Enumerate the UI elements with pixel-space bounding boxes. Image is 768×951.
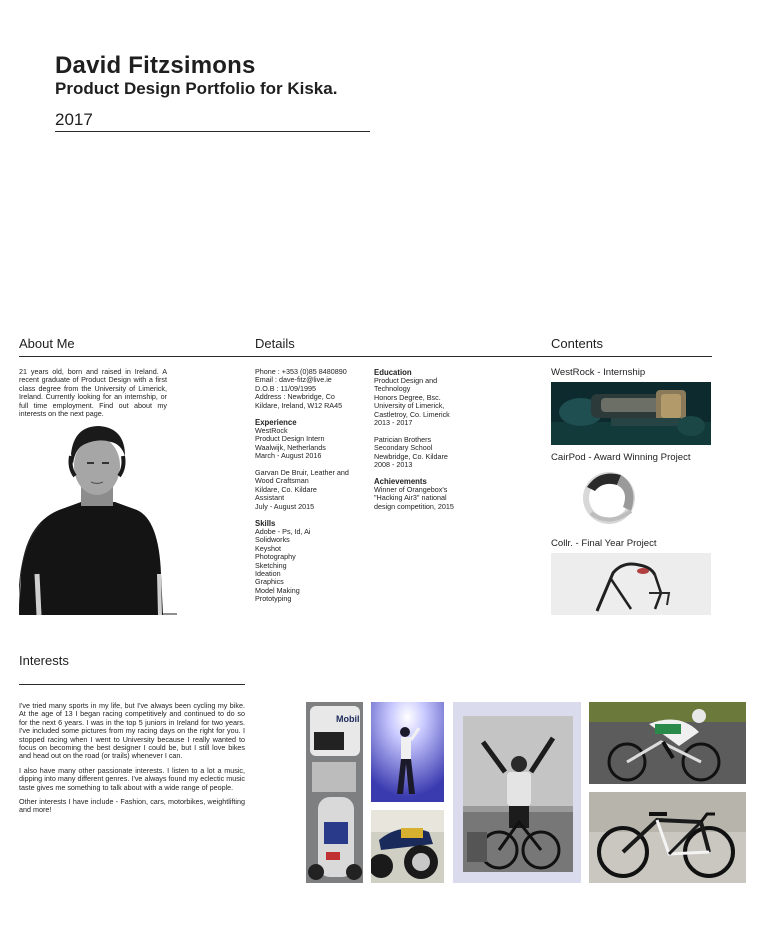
details-skills — [255, 519, 367, 604]
road-race-photo — [589, 702, 746, 784]
contents-item-collr[interactable]: Collr. - Final Year Project — [551, 538, 657, 549]
experience-line: Wood Craftsman — [255, 476, 309, 486]
collr-image[interactable] — [551, 553, 711, 615]
interests-paragraph: I also have many other passionate interests. I listen to a lot a music, dipping into many different genres. I've always found my eclectic music taste gives me something to talk about with a wide range of people. — [19, 765, 245, 792]
education-line: Newbridge, Co. Kildare — [374, 451, 448, 461]
experience-line: July - August 2015 — [255, 501, 315, 511]
education-line: Secondary School — [374, 443, 433, 453]
skill-item: Solidworks — [255, 535, 290, 545]
section-rule — [19, 356, 712, 357]
achievements-title: Achievements — [374, 477, 427, 486]
skill-item: Graphics — [255, 577, 284, 587]
education-line: Honors Degree, Bsc. — [374, 392, 441, 402]
details-contact — [255, 368, 367, 410]
skill-item: Keyshot — [255, 543, 281, 553]
achievement-line: "Hacking Air3" national — [374, 493, 447, 503]
concert-photo — [371, 702, 444, 802]
education-line: Product Design and — [374, 376, 438, 385]
experience-line: Waalwijk, Netherlands — [255, 442, 326, 452]
contact-dob: D.O.B : 11/09/1995 — [255, 383, 316, 393]
portrait-photo — [19, 424, 177, 615]
experience-line: Garvan De Bruir, Leather and — [255, 468, 349, 478]
road-bike-photo — [589, 792, 746, 883]
education-line: Patrician Brothers — [374, 434, 432, 444]
about-text: 21 years old, born and raised in Ireland. A recent graduate of Product Design with a first class degree from the University of Limerick, Ireland. Currently looking for an internship, or full time employment. Find out about my interests on the next page. — [19, 367, 167, 419]
skill-item: Model Making — [255, 585, 300, 595]
details-education — [374, 368, 474, 469]
race-car-photo — [306, 702, 363, 883]
experience-line: Kildare, Co. Kildare — [255, 484, 317, 494]
experience-line: Assistant — [255, 493, 285, 503]
education-title: Education — [374, 368, 412, 377]
skill-item: Photography — [255, 552, 296, 562]
education-line: 2008 - 2013 — [374, 460, 413, 470]
education-line: University of Limerick, — [374, 401, 445, 411]
skill-item: Prototyping — [255, 594, 292, 604]
achievement-line: Winner of Orangebox's — [374, 485, 448, 494]
cycling-win-photo — [453, 702, 581, 883]
details-achievements — [374, 477, 474, 511]
education-line: 2013 - 2017 — [374, 418, 413, 428]
interests-text — [19, 702, 245, 815]
education-line: Castletroy, Co. Limerick — [374, 409, 450, 419]
details-title: Details — [255, 336, 295, 351]
motorbike-photo — [371, 810, 444, 883]
author-name: David Fitzsimons — [55, 52, 256, 79]
experience-title: Experience — [255, 418, 297, 427]
skill-item: Adobe - Ps, Id, Ai — [255, 527, 311, 536]
interests-rule — [19, 684, 245, 685]
experience-line: WestRock — [255, 426, 288, 435]
contents-item-westrock[interactable]: WestRock - Internship — [551, 367, 646, 378]
education-line: Technology — [374, 384, 411, 394]
contact-address-2: Kildare, Ireland, W12 RA45 — [255, 400, 343, 410]
contents-item-cairpod[interactable]: CairPod - Award Winning Project — [551, 452, 691, 463]
skill-item: Ideation — [255, 569, 281, 579]
contents-title: Contents — [551, 336, 604, 351]
contact-address-1: Address : Newbridge, Co — [255, 392, 335, 402]
cairpod-image[interactable] — [551, 467, 711, 530]
mobil-text: Mobil — [336, 714, 360, 724]
details-experience — [255, 418, 367, 511]
contact-email: Email : dave-fitz@live.ie — [255, 375, 332, 385]
skill-item: Sketching — [255, 560, 287, 570]
portfolio-year: 2017 — [55, 110, 93, 129]
interests-paragraph: I've tried many sports in my life, but I've always been cycling my bike. At the age of 13 I began racing competitively and continued to do so for the next 6 years. I was in the top 5 juniors in Ireland for two years. I've included some pictures from my racing days on the right for you. I stopped racing when I went to University because I really wanted to focus on becoming the best designer I could be, but I still love bikes and head out on the road (or trails) whenever I can. — [19, 701, 245, 761]
skills-title: Skills — [255, 519, 276, 528]
experience-line: Product Design Intern — [255, 434, 325, 444]
westrock-image[interactable] — [551, 382, 711, 445]
experience-line: March - August 2016 — [255, 451, 322, 461]
achievement-line: design competition, 2015 — [374, 501, 454, 511]
interests-title: Interests — [19, 653, 69, 668]
interests-paragraph: Other interests I have include - Fashion, cars, motorbikes, weightlifting and more! — [19, 797, 245, 815]
about-title: About Me — [19, 336, 75, 351]
header-rule — [55, 131, 370, 132]
portfolio-subtitle: Product Design Portfolio for Kiska. — [55, 79, 338, 98]
contact-phone: Phone : +353 (0)85 8480890 — [255, 367, 347, 376]
